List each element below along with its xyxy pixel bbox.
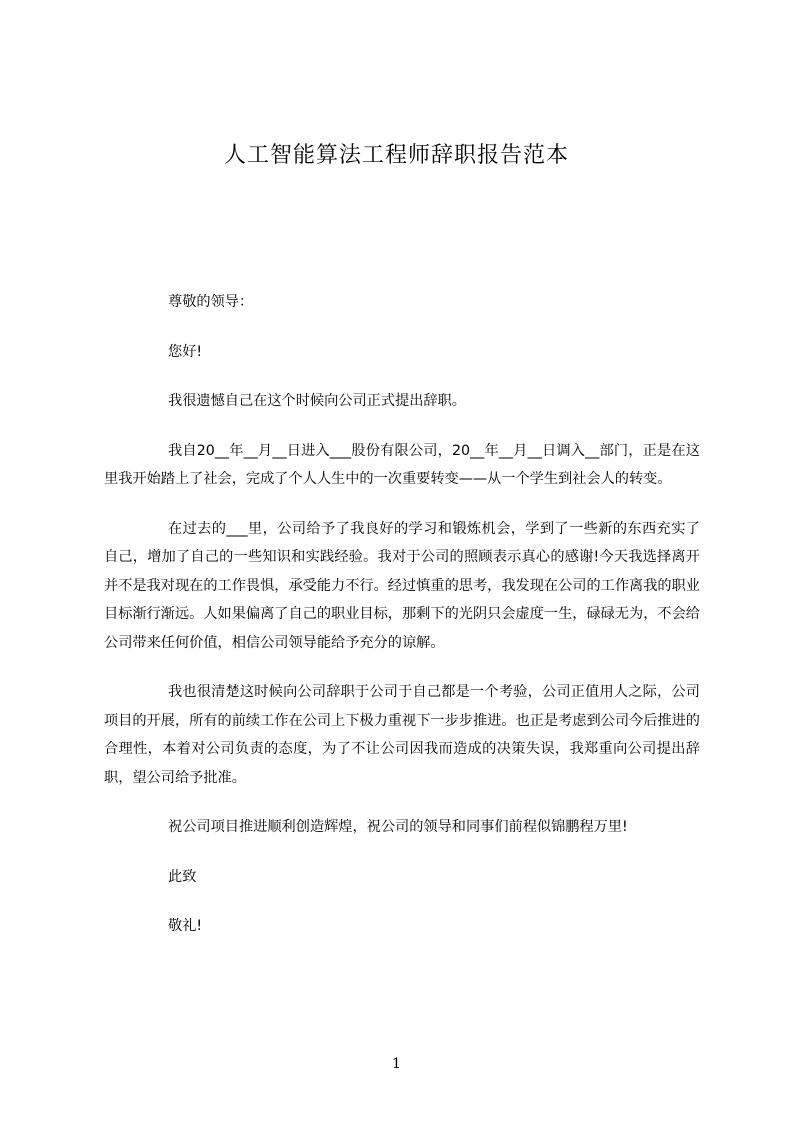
document-body bbox=[104, 288, 700, 962]
greeting: 您好! bbox=[168, 343, 203, 360]
paragraph-career: 我自20__年__月__日进入___股份有限公司，20__年__月__日调入__部门，正是在这里我开始踏上了社会，完成了个人人生中的一次重要转变——从一个学生到社会人的转变。 bbox=[104, 442, 700, 487]
regards: 敬礼! bbox=[168, 918, 203, 934]
paragraph-intro: 我很遗憾自己在这个时候向公司正式提出辞职。 bbox=[168, 393, 466, 409]
salutation: 尊敬的领导： bbox=[168, 294, 254, 310]
paragraph-gratitude: 在过去的___里，公司给予了我良好的学习和锻炼机会，学到了一些新的东西充实了自己，增加了自己的一些知识和实践经验。我对于公司的照顾表示真心的感谢!今天我选择离开并不是我对现在的工作畏惧，承受能力不行。经过慎重的思考，我发现在公司的工作离我的职业目标渐行渐远。人如果偏离了自己的职业目标，那剩下的光阴只会虚度一生，碌碌无为，不会给公司带来任何价值，相信公司领导能给予充分的谅解。 bbox=[104, 520, 700, 651]
paragraph-wishes: 祝公司项目推进顺利创造辉煌，祝公司的领导和同事们前程似锦鹏程万里! bbox=[168, 819, 628, 835]
paragraph-reason: 我也很清楚这时候向公司辞职于公司于自己都是一个考验，公司正值用人之际，公司项目的开展，所有的前续工作在公司上下极力重视下一步步推进。也正是考虑到公司今后推进的合理性，本着对公司负责的态度，为了不让公司因我而造成的决策失误，我郑重向公司提出辞职，望公司给予批准。 bbox=[104, 684, 700, 786]
page-number: 1 bbox=[392, 1056, 401, 1072]
document-title: 人工智能算法工程师辞职报告范本 bbox=[223, 143, 569, 168]
closing: 此致 bbox=[168, 868, 197, 885]
